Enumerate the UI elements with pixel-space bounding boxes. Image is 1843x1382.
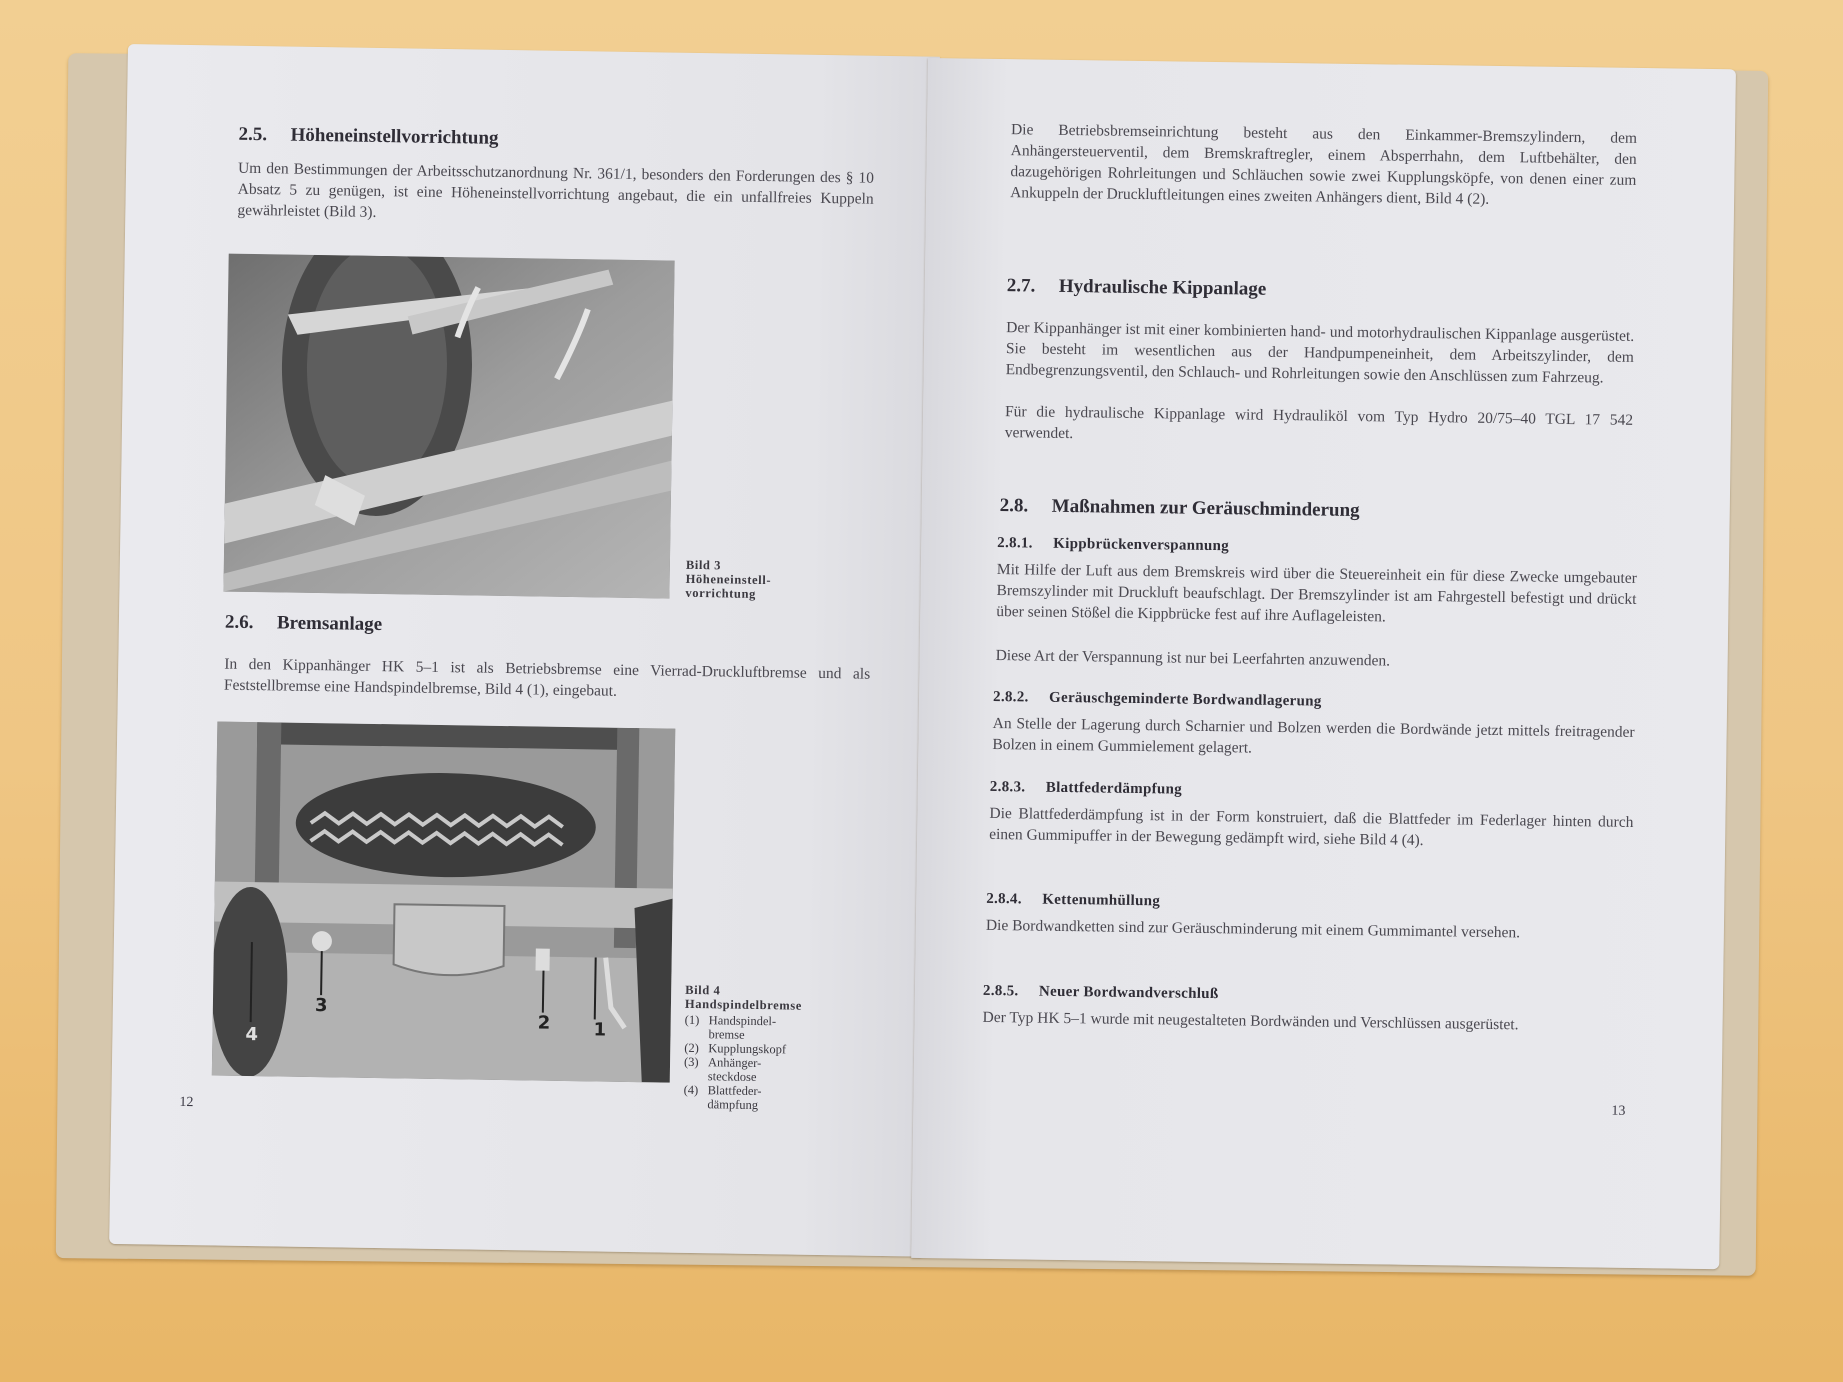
left-page xyxy=(109,44,940,1257)
figure-4-title: Handspindelbremse xyxy=(684,996,803,1013)
figure-4-caption xyxy=(683,983,835,1113)
subsection-2-8-2-text: An Stelle der Lagerung durch Scharnier und Bolzen werden die Bordwände jetzt mittels freitragender Bolzen in einem Gummielement gelagert. xyxy=(992,714,1635,757)
section-title: Höheneinstellvorrichtung xyxy=(290,124,499,149)
section-heading-2-5 xyxy=(238,124,498,150)
legend-item: (1) Handspindel- bremse xyxy=(684,1012,777,1042)
callout-2: 2 xyxy=(537,1012,551,1034)
section-heading-2-8 xyxy=(1000,495,1360,522)
section-number: 2.5. xyxy=(238,123,268,146)
section-title: Hydraulische Kippanlage xyxy=(1058,275,1267,300)
brake-description-text: Die Betriebsbremseinrichtung besteht aus den Einkammer-Bremszylindern, dem Anhängersteuerventil, dem Bremskraftregler, einem Absperrhahn, dem Luftbehälter, den dazugehörigen Rohrleitungen und Schläuchen sowie zwei Kupplungsköpfe, von denen einer zum Ankuppeln der Druckluftleitungen eines zweiten Anhängers dient, Bild 4 (2). xyxy=(1010,121,1638,208)
legend-item: (4) Blattfeder- dämpfung xyxy=(683,1082,762,1113)
section-heading-2-7 xyxy=(1007,275,1267,301)
legend-item: (3) Anhänger- steckdose xyxy=(683,1054,762,1084)
subsection-heading-2-8-3: 2.8.3. Blattfederdämpfung xyxy=(989,778,1183,798)
figure-3-title-line2: vorrichtung xyxy=(685,585,757,601)
subsection-2-8-5-text: Der Typ HK 5–1 wurde mit neugestalteten Bordwänden und Verschlüssen ausgerüstet. xyxy=(982,1008,1519,1034)
figure-3-caption xyxy=(685,558,826,602)
section-title: Bremsanlage xyxy=(276,612,383,636)
subsection-2-8-1-text-2: Diese Art der Verspannung ist nur bei Leerfahrten anzuwenden. xyxy=(995,647,1391,670)
callout-3: 3 xyxy=(314,995,328,1017)
legend-item: (2) Kupplungskopf xyxy=(684,1040,787,1057)
figure-4-photo xyxy=(212,721,676,1082)
subsection-heading-2-8-2: 2.8.2. Geräuschgeminderte Bordwandlagerung xyxy=(992,688,1322,710)
figure-3-photo xyxy=(223,254,674,599)
right-page xyxy=(911,58,1736,1269)
page-number-right: 13 xyxy=(1611,1103,1626,1119)
figure-4-label: Bild 4 xyxy=(685,982,721,998)
subsection-heading-2-8-1: 2.8.1. Kippbrückenverspannung xyxy=(997,535,1230,555)
handbrake-photo-icon xyxy=(212,721,676,1082)
subsection-2-8-3-text: Die Blattfederdämpfung ist in der Form konstruiert, daß die Blattfeder im Federlager hinten durch einen Gummipuffer in der Bewegung gedämpft wird, siehe Bild 4 (4). xyxy=(989,804,1634,849)
page-number-left: 12 xyxy=(179,1094,194,1111)
section-number: 2.7. xyxy=(1006,275,1036,297)
trailer-coupling-photo-icon xyxy=(223,254,674,599)
callout-4: 4 xyxy=(245,1023,259,1046)
subsection-heading-2-8-4: 2.8.4. Kettenumhüllung xyxy=(986,890,1161,910)
subsection-heading-2-8-5: 2.8.5. Neuer Bordwandverschluß xyxy=(982,982,1219,1003)
section-title: Maßnahmen zur Geräuschminderung xyxy=(1051,495,1360,522)
section-number: 2.8. xyxy=(999,495,1029,517)
section-2-6-text: In den Kippanhänger HK 5–1 ist als Betriebsbremse eine Vierrad-Druckluftbremse und als Feststellbremse eine Handspindelbremse, Bild 4 (1), eingebaut. xyxy=(223,655,871,700)
figure-3-title-line1: Höheneinstell- xyxy=(685,571,772,588)
figure-3-label: Bild 3 xyxy=(685,557,722,573)
section-number: 2.6. xyxy=(224,611,254,634)
callout-1: 1 xyxy=(593,1019,607,1041)
section-2-7-text-2: Für die hydraulische Kippanlage wird Hydrauliköl vom Typ Hydro 20/75–40 TGL 17 542 verwendet. xyxy=(1004,403,1634,443)
section-heading-2-6 xyxy=(225,612,383,636)
subsection-2-8-4-text: Die Bordwandketten sind zur Geräuschminderung mit einem Gummimantel versehen. xyxy=(985,916,1521,942)
section-2-7-text: Der Kippanhänger ist mit einer kombinierten hand- und motorhydraulischen Kippanlage ausgerüstet. Sie besteht im wesentlichen aus der Handpumpeneinheit, dem Arbeitszylinder, dem Endbegrenzungsventil, den Schlauch- und Rohrleitungen sowie den Anschlüssen zum Fahrzeug. xyxy=(1005,319,1635,387)
subsection-2-8-1-text: Mit Hilfe der Luft aus dem Bremskreis wird über die Steuereinheit ein für diese Zwecke umgebauter Bremszylinder mit Druckluft beaufschlagt. Der Bremszylinder ist am Fahrgestell befestigt und drückt über seinen Stößel die Kippbrücke fest auf ihre Auflageleisten. xyxy=(996,561,1637,626)
section-2-5-text: Um den Bestimmungen der Arbeitsschutzanordnung Nr. 361/1, besonders den Forderungen des § 10 Absatz 5 zu genügen, ist eine Höheneinstellvorrichtung angebaut, die ein unfallfreies Kuppeln gewährleistet (Bild 3). xyxy=(237,159,875,221)
